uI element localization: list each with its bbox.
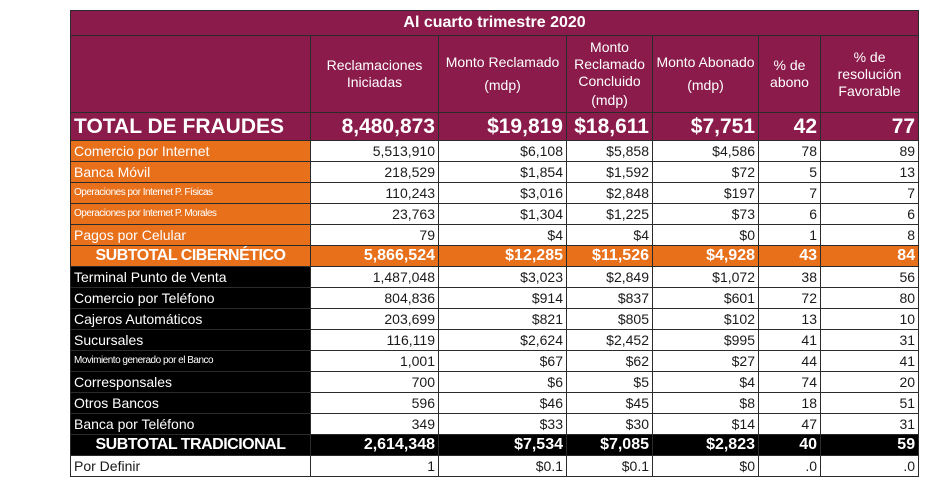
cell-monto-concluido: $5,858 — [567, 141, 653, 162]
row-label: Terminal Punto de Venta — [71, 267, 311, 288]
cell-reclamaciones: 1 — [311, 456, 439, 477]
cell-monto-abonado: $4 — [653, 372, 759, 393]
cell-pct-abono: 74 — [759, 372, 821, 393]
cell-pct-abono: 6 — [759, 204, 821, 225]
subtotal-cyber-row — [71, 246, 919, 267]
header-unit: (mdp) — [687, 77, 724, 93]
table-row — [71, 372, 919, 393]
table-row — [71, 414, 919, 435]
cell-pct-resolucion: 51 — [821, 393, 919, 414]
cell-monto-reclamado: $1,304 — [439, 204, 567, 225]
row-label: Operaciones por Internet P. Morales — [71, 204, 311, 225]
cell-pct-resolucion: 41 — [821, 351, 919, 372]
row-label: SUBTOTAL CIBERNÉTICO — [71, 246, 311, 267]
row-label: Operaciones por Internet P. Físicas — [71, 183, 311, 204]
header-reclamaciones — [311, 36, 439, 113]
cell-monto-concluido: $1,225 — [567, 204, 653, 225]
cell-monto-reclamado: $914 — [439, 288, 567, 309]
cell-reclamaciones: 1,487,048 — [311, 267, 439, 288]
cell-monto-concluido: $5 — [567, 372, 653, 393]
cell-reclamaciones: 1,001 — [311, 351, 439, 372]
cell-monto-reclamado: $821 — [439, 309, 567, 330]
cell-pct-abono: 78 — [759, 141, 821, 162]
cell-monto-concluido: $1,592 — [567, 162, 653, 183]
total-row — [71, 113, 919, 141]
cell-pct-abono: 44 — [759, 351, 821, 372]
cell-reclamaciones: 2,614,348 — [311, 435, 439, 456]
table-row — [71, 309, 919, 330]
row-label: Comercio por Teléfono — [71, 288, 311, 309]
table-row — [71, 183, 919, 204]
cell-reclamaciones: 203,699 — [311, 309, 439, 330]
cell-monto-reclamado: $19,819 — [439, 113, 567, 141]
cell-pct-abono: 18 — [759, 393, 821, 414]
header-pct-abono — [759, 36, 821, 113]
table-row — [71, 393, 919, 414]
cell-monto-abonado: $14 — [653, 414, 759, 435]
cell-monto-abonado: $7,751 — [653, 113, 759, 141]
row-label: Pagos por Celular — [71, 225, 311, 246]
row-label: Banca por Teléfono — [71, 414, 311, 435]
cell-reclamaciones: 23,763 — [311, 204, 439, 225]
header-pct-abono-label: % de abono — [770, 57, 809, 90]
row-label: Por Definir — [71, 456, 311, 477]
table-row — [71, 288, 919, 309]
cell-pct-resolucion: 80 — [821, 288, 919, 309]
header-unit: (mdp) — [591, 92, 628, 108]
cell-pct-abono: 42 — [759, 113, 821, 141]
table-row — [71, 267, 919, 288]
cell-pct-resolucion: 59 — [821, 435, 919, 456]
cell-monto-abonado: $102 — [653, 309, 759, 330]
cell-monto-abonado: $601 — [653, 288, 759, 309]
table-row — [71, 225, 919, 246]
cell-pct-resolucion: 6 — [821, 204, 919, 225]
cell-monto-concluido: $837 — [567, 288, 653, 309]
header-monto-concluido — [567, 36, 653, 113]
cell-monto-reclamado: $46 — [439, 393, 567, 414]
cell-monto-concluido: $0.1 — [567, 456, 653, 477]
cell-pct-abono: 40 — [759, 435, 821, 456]
cell-monto-reclamado: $3,023 — [439, 267, 567, 288]
cell-monto-reclamado: $6 — [439, 372, 567, 393]
cell-monto-abonado: $995 — [653, 330, 759, 351]
cell-monto-reclamado: $7,534 — [439, 435, 567, 456]
cell-monto-abonado: $1,072 — [653, 267, 759, 288]
cell-reclamaciones: 8,480,873 — [311, 113, 439, 141]
cell-monto-reclamado: $2,624 — [439, 330, 567, 351]
cell-pct-abono: .0 — [759, 456, 821, 477]
cell-monto-concluido: $805 — [567, 309, 653, 330]
cell-monto-abonado: $0 — [653, 225, 759, 246]
cell-monto-concluido: $30 — [567, 414, 653, 435]
cell-pct-abono: 13 — [759, 309, 821, 330]
title-row — [71, 11, 919, 36]
cell-monto-concluido: $4 — [567, 225, 653, 246]
cell-monto-abonado: $0 — [653, 456, 759, 477]
cell-pct-resolucion: 89 — [821, 141, 919, 162]
cell-reclamaciones: 218,529 — [311, 162, 439, 183]
cell-monto-abonado: $2,823 — [653, 435, 759, 456]
cell-pct-abono: 38 — [759, 267, 821, 288]
cell-monto-concluido: $2,452 — [567, 330, 653, 351]
table-row — [71, 351, 919, 372]
row-label: Banca Móvil — [71, 162, 311, 183]
header-monto-reclamado — [439, 36, 567, 113]
cell-monto-reclamado: $12,285 — [439, 246, 567, 267]
header-row — [71, 36, 919, 113]
header-pct-resolucion-label: % de resolución Favorable — [837, 48, 902, 99]
cell-monto-reclamado: $33 — [439, 414, 567, 435]
cell-reclamaciones: 700 — [311, 372, 439, 393]
cell-reclamaciones: 79 — [311, 225, 439, 246]
cell-monto-reclamado: $6,108 — [439, 141, 567, 162]
cell-pct-abono: 72 — [759, 288, 821, 309]
cell-reclamaciones: 596 — [311, 393, 439, 414]
row-label: SUBTOTAL TRADICIONAL — [71, 435, 311, 456]
cell-pct-abono: 1 — [759, 225, 821, 246]
cell-monto-reclamado: $1,854 — [439, 162, 567, 183]
cell-pct-resolucion: 31 — [821, 414, 919, 435]
cell-monto-concluido: $11,526 — [567, 246, 653, 267]
cell-monto-concluido: $2,848 — [567, 183, 653, 204]
header-reclamaciones-label: Reclamaciones Iniciadas — [326, 57, 423, 90]
row-label: Otros Bancos — [71, 393, 311, 414]
cell-pct-abono: 7 — [759, 183, 821, 204]
cell-monto-concluido: $18,611 — [567, 113, 653, 141]
cell-reclamaciones: 804,836 — [311, 288, 439, 309]
cell-reclamaciones: 110,243 — [311, 183, 439, 204]
cell-monto-concluido: $7,085 — [567, 435, 653, 456]
cell-pct-resolucion: 7 — [821, 183, 919, 204]
subtotal-trad-row — [71, 435, 919, 456]
cell-pct-abono: 47 — [759, 414, 821, 435]
cell-monto-abonado: $197 — [653, 183, 759, 204]
cell-reclamaciones: 116,119 — [311, 330, 439, 351]
cell-monto-abonado: $8 — [653, 393, 759, 414]
table-row — [71, 330, 919, 351]
table-title: Al cuarto trimestre 2020 — [71, 11, 919, 36]
header-empty — [71, 36, 311, 113]
cell-pct-resolucion: 56 — [821, 267, 919, 288]
cell-pct-abono: 41 — [759, 330, 821, 351]
cell-monto-reclamado: $0.1 — [439, 456, 567, 477]
header-unit: (mdp) — [484, 77, 521, 93]
cell-monto-reclamado: $3,016 — [439, 183, 567, 204]
cell-pct-resolucion: 8 — [821, 225, 919, 246]
fraud-table — [70, 10, 919, 477]
row-label: TOTAL DE FRAUDES — [71, 113, 311, 141]
cell-pct-resolucion: 13 — [821, 162, 919, 183]
cell-pct-resolucion: 20 — [821, 372, 919, 393]
cell-monto-reclamado: $67 — [439, 351, 567, 372]
cell-monto-concluido: $62 — [567, 351, 653, 372]
cell-pct-abono: 43 — [759, 246, 821, 267]
cell-monto-concluido: $45 — [567, 393, 653, 414]
por-definir-row — [71, 456, 919, 477]
table-row — [71, 162, 919, 183]
cell-reclamaciones: 5,866,524 — [311, 246, 439, 267]
cell-pct-resolucion: 77 — [821, 113, 919, 141]
header-monto-concluido-label: Monto Reclamado Concluido — [574, 39, 645, 89]
header-monto-reclamado-label: Monto Reclamado — [445, 54, 560, 70]
row-label: Sucursales — [71, 330, 311, 351]
table-row — [71, 204, 919, 225]
row-label: Corresponsales — [71, 372, 311, 393]
cell-monto-concluido: $2,849 — [567, 267, 653, 288]
cell-monto-abonado: $73 — [653, 204, 759, 225]
header-monto-abonado — [653, 36, 759, 113]
cell-monto-abonado: $4,928 — [653, 246, 759, 267]
cell-monto-reclamado: $4 — [439, 225, 567, 246]
header-pct-resolucion — [821, 36, 919, 113]
cell-pct-resolucion: 31 — [821, 330, 919, 351]
cell-pct-resolucion: .0 — [821, 456, 919, 477]
cell-reclamaciones: 349 — [311, 414, 439, 435]
cell-monto-abonado: $4,586 — [653, 141, 759, 162]
cell-pct-resolucion: 10 — [821, 309, 919, 330]
cell-pct-resolucion: 84 — [821, 246, 919, 267]
row-label: Cajeros Automáticos — [71, 309, 311, 330]
cell-reclamaciones: 5,513,910 — [311, 141, 439, 162]
header-monto-abonado-label: Monto Abonado — [656, 54, 755, 70]
table-row — [71, 141, 919, 162]
cell-monto-abonado: $72 — [653, 162, 759, 183]
row-label: Movimiento generado por el Banco — [71, 351, 311, 372]
cell-pct-abono: 5 — [759, 162, 821, 183]
cell-monto-abonado: $27 — [653, 351, 759, 372]
row-label: Comercio por Internet — [71, 141, 311, 162]
